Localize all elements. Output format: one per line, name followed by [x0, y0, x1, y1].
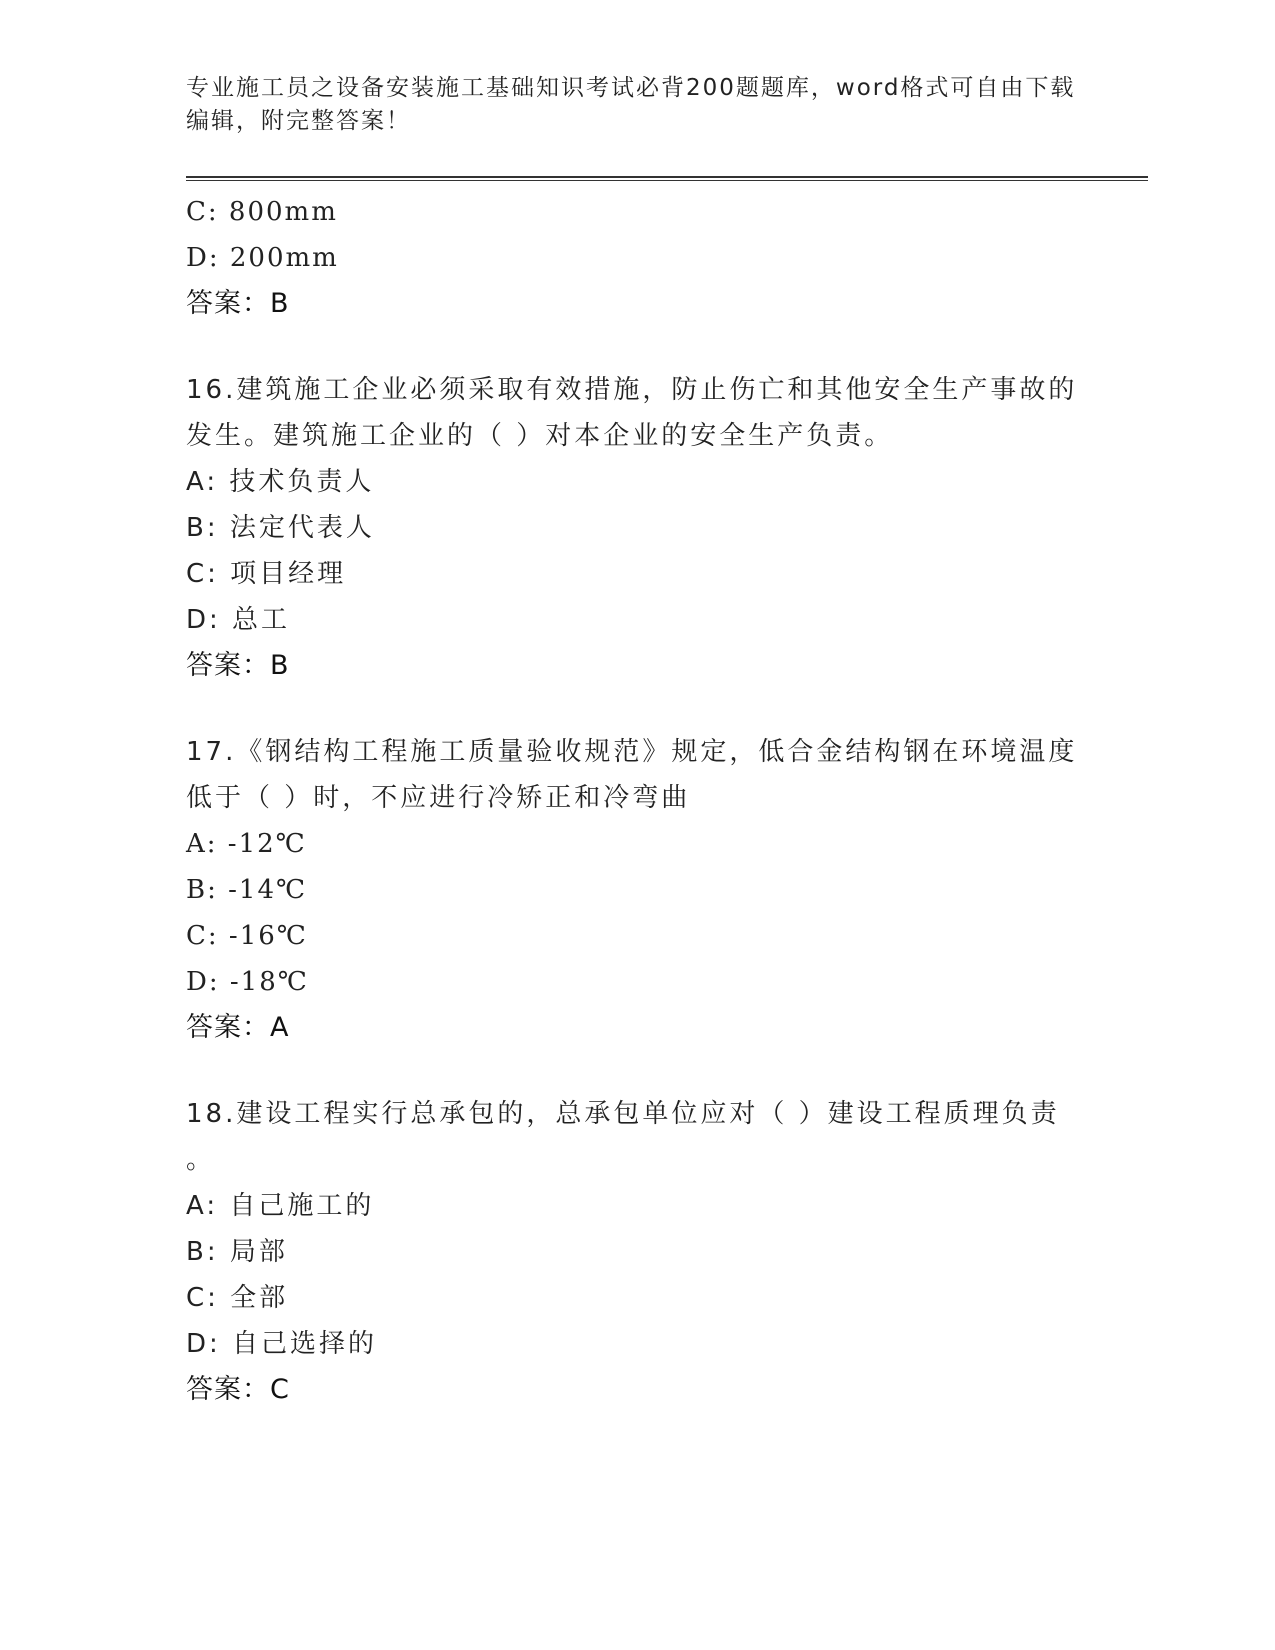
- option-b: B: 法定代表人: [186, 513, 375, 543]
- option-c: C: 800mm: [186, 197, 338, 227]
- question-16: [186, 367, 1086, 689]
- answer: 答案：A: [186, 1012, 290, 1043]
- question-text-line: 。: [186, 1145, 216, 1175]
- option-b: B: 局部: [186, 1237, 288, 1267]
- option-d: D: 200mm: [186, 243, 339, 273]
- header-divider: [186, 176, 1148, 181]
- option-c: C: 项目经理: [186, 559, 347, 589]
- question-text-line: 18.建设工程实行总承包的，总承包单位应对（ ）建设工程质理负责: [186, 1099, 1060, 1129]
- answer: 答案：B: [186, 288, 290, 319]
- answer: 答案：C: [186, 1374, 290, 1405]
- option-d: D: -18℃: [186, 967, 309, 997]
- question-text-line: 发生。建筑施工企业的（ ）对本企业的安全生产负责。: [186, 421, 894, 451]
- previous-question-tail: [186, 189, 1086, 327]
- question-text-line: 17.《钢结构工程施工质量验收规范》规定，低合金结构钢在环境温度: [186, 737, 1078, 767]
- question-17: [186, 729, 1086, 1051]
- header-title-line-2: 编辑，附完整答案！: [186, 108, 411, 134]
- option-a: A: -12℃: [186, 829, 307, 859]
- answer: 答案：B: [186, 650, 290, 681]
- option-a: A: 技术负责人: [186, 467, 375, 497]
- page-header: [186, 72, 1086, 138]
- question-text-line: 低于（ ）时，不应进行冷矫正和冷弯曲: [186, 783, 691, 813]
- option-d: D: 总工: [186, 605, 291, 635]
- option-b: B: -14℃: [186, 875, 308, 905]
- header-title-line-1: 专业施工员之设备安装施工基础知识考试必背200题题库，word格式可自由下载: [186, 75, 1076, 101]
- question-18: [186, 1091, 1086, 1413]
- option-c: C: 全部: [186, 1283, 289, 1313]
- option-c: C: -16℃: [186, 921, 308, 951]
- question-text-line: 16.建筑施工企业必须采取有效措施，防止伤亡和其他安全生产事故的: [186, 375, 1078, 405]
- option-a: A: 自己施工的: [186, 1191, 375, 1221]
- option-d: D: 自己选择的: [186, 1329, 378, 1359]
- document-body: [186, 189, 1086, 1413]
